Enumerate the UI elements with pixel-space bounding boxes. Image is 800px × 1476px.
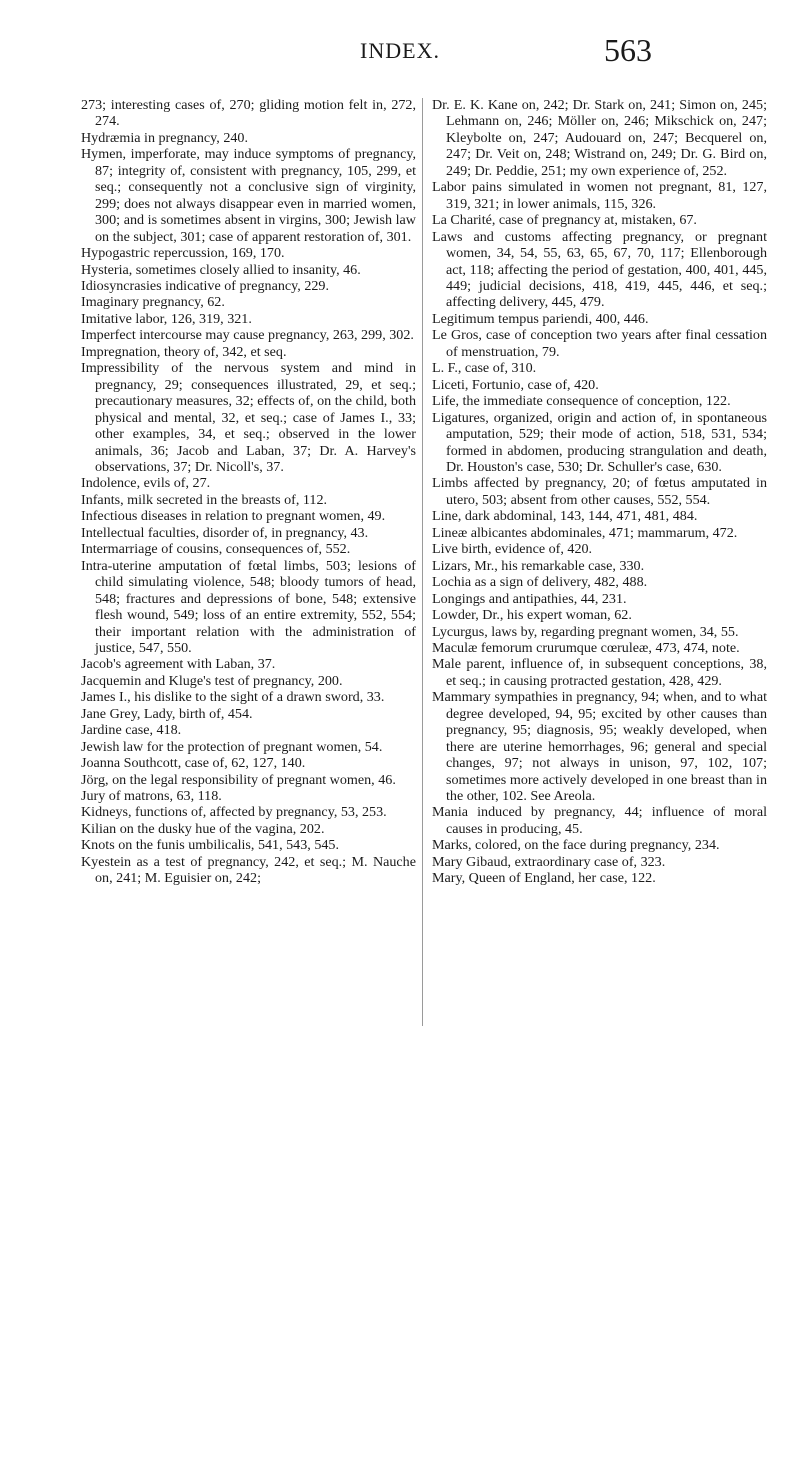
index-entry: Dr. E. K. Kane on, 242; Dr. Stark on, 241; Simon on, 245; Lehmann on, 246; Möller on, 246; Mikschick on, 247; Kleybolte on, 247; Audouard on, 247; Becquerel on, 247; Dr. Veit on, 248; Wistrand on, 249; Dr. G. Bird on, 249; Dr. Peddie, 251; my own experience of, 252. bbox=[432, 97, 767, 179]
index-entry: Lochia as a sign of delivery, 482, 488. bbox=[432, 574, 648, 591]
column-divider bbox=[422, 98, 423, 1026]
index-entry: Male parent, influence of, in subsequent conceptions, 38, et seq.; in causing protracted gestation, 428, 429. bbox=[432, 656, 767, 689]
index-entry: Hymen, imperforate, may induce symptoms of pregnancy, 87; integrity of, consistent with pregnancy, 105, 299, et seq.; consequently not a conclusive sign of virginity, 299; does not always disappear even in married women, 300; and is sometimes absent in virgins, 300; Jewish law on the subject, 301; case of apparent restoration of, 301. bbox=[81, 146, 416, 245]
index-column-left bbox=[81, 97, 416, 887]
index-entry: Maculæ femorum crurumque cœruleæ, 473, 474, note. bbox=[432, 639, 740, 656]
index-entry: L. F., case of, 310. bbox=[432, 360, 537, 377]
page-header bbox=[0, 32, 800, 74]
running-title: INDEX. bbox=[360, 38, 440, 63]
index-entry: Lycurgus, laws by, regarding pregnant women, 34, 55. bbox=[432, 623, 739, 640]
index-entry: Lineæ albicantes abdominales, 471; mammarum, 472. bbox=[432, 524, 738, 541]
index-entry: Impressibility of the nervous system and mind in pregnancy, 29; consequences illustrated, 29, et seq.; precautionary measures, 32; effects of, on the child, both physical and mental, 32, et seq.; case of James I., 33; other examples, 34, et seq.; observed in the lower animals, 36; Jacob and Laban, 37; Dr. A. Harvey's observations, 37; Dr. Nicoll's, 37. bbox=[81, 360, 416, 475]
index-entry: Mary Gibaud, extraordinary case of, 323. bbox=[432, 853, 666, 870]
index-entry: Ligatures, organized, origin and action of, in spontaneous amputation, 529; their mode of action, 518, 531, 534; formed in abdomen, producing strangulation and death, Dr. Houston's case, 530; Dr. Schuller's case, 630. bbox=[432, 409, 767, 475]
index-entry: Jewish law for the protection of pregnant women, 54. bbox=[81, 738, 383, 755]
index-entry: Idiosyncrasies indicative of pregnancy, 229. bbox=[81, 277, 329, 294]
index-entry: Life, the immediate consequence of conception, 122. bbox=[432, 393, 731, 410]
index-entry: Jörg, on the legal responsibility of pregnant women, 46. bbox=[81, 771, 396, 788]
index-entry: Limbs affected by pregnancy, 20; of fœtus amputated in utero, 503; absent from other causes, 552, 554. bbox=[432, 475, 767, 508]
index-entry: Jacquemin and Kluge's test of pregnancy, 200. bbox=[81, 672, 343, 689]
index-entry: Joanna Southcott, case of, 62, 127, 140. bbox=[81, 755, 306, 772]
index-entry: Lowder, Dr., his expert woman, 62. bbox=[432, 607, 632, 624]
index-entry: Impregnation, theory of, 342, et seq. bbox=[81, 343, 287, 360]
index-entry: Mania induced by pregnancy, 44; influence of moral causes in producing, 45. bbox=[432, 804, 767, 837]
index-entry: Knots on the funis umbilicalis, 541, 543, 545. bbox=[81, 837, 339, 854]
index-entry: Infants, milk secreted in the breasts of, 112. bbox=[81, 491, 328, 508]
index-entry: Live birth, evidence of, 420. bbox=[432, 541, 593, 558]
index-entry: Kilian on the dusky hue of the vagina, 202. bbox=[81, 820, 325, 837]
index-entry: Le Gros, case of conception two years after final cessation of menstruation, 79. bbox=[432, 327, 767, 360]
index-entry: Labor pains simulated in women not pregnant, 81, 127, 319, 321; in lower animals, 115, 326. bbox=[432, 179, 767, 212]
index-entry: Jury of matrons, 63, 118. bbox=[81, 788, 222, 805]
index-entry: Hypogastric repercussion, 169, 170. bbox=[81, 245, 285, 262]
index-entry: Indolence, evils of, 27. bbox=[81, 475, 211, 492]
index-entry: Jane Grey, Lady, birth of, 454. bbox=[81, 705, 253, 722]
index-entry: 273; interesting cases of, 270; gliding motion felt in, 272, 274. bbox=[81, 97, 416, 130]
index-entry: Imperfect intercourse may cause pregnancy, 263, 299, 302. bbox=[81, 327, 414, 344]
index-column-right bbox=[432, 97, 767, 887]
index-entry: Mary, Queen of England, her case, 122. bbox=[432, 870, 656, 887]
index-entry: Intra-uterine amputation of fœtal limbs, 503; lesions of child simulating violence, 548; bloody tumors of head, 548; fractures and depressions of bone, 548; extensive flesh wound, 549; loss of an entire extremity, 552, 554; their important relation with the administration of justice, 547, 550. bbox=[81, 557, 416, 656]
index-entry: Kyestein as a test of pregnancy, 242, et seq.; M. Nauche on, 241; M. Eguisier on, 242; bbox=[81, 853, 416, 887]
index-entry: Imitative labor, 126, 319, 321. bbox=[81, 310, 252, 327]
index-entry: Marks, colored, on the face during pregnancy, 234. bbox=[432, 837, 720, 854]
index-entry: Intellectual faculties, disorder of, in pregnancy, 43. bbox=[81, 524, 369, 541]
index-entry: Longings and antipathies, 44, 231. bbox=[432, 590, 627, 607]
index-entry: Intermarriage of cousins, consequences of, 552. bbox=[81, 541, 351, 558]
index-entry: Jardine case, 418. bbox=[81, 722, 182, 739]
index-entry: Hydræmia in pregnancy, 240. bbox=[81, 129, 248, 146]
index-entry: Imaginary pregnancy, 62. bbox=[81, 294, 225, 311]
index-entry: Jacob's agreement with Laban, 37. bbox=[81, 656, 276, 673]
index-entry: Mammary sympathies in pregnancy, 94; when, and to what degree developed, 94, 95; excited by other causes than pregnancy, 95; diagnosis, 95; weakly developed, when there are uterine hemorrhages, 96; general and special changes, 97; not always in unison, 97, 102, 107; sometimes more actively developed in one breast than in the other, 102. See Areola. bbox=[432, 689, 767, 805]
index-entry: La Charité, case of pregnancy at, mistaken, 67. bbox=[432, 212, 697, 229]
index-entry: Kidneys, functions of, affected by pregnancy, 53, 253. bbox=[81, 804, 387, 821]
index-entry: Laws and customs affecting pregnancy, or pregnant women, 34, 54, 55, 63, 65, 67, 70, 117; Ellenborough act, 118; affecting the period of gestation, 400, 401, 445, 449; judicial decisions, 418, 419, 445, 446, et seq.; affecting delivery, 445, 479. bbox=[432, 228, 767, 311]
index-entry: James I., his dislike to the sight of a drawn sword, 33. bbox=[81, 689, 385, 706]
index-entry: Lizars, Mr., his remarkable case, 330. bbox=[432, 557, 645, 574]
page-number: 563 bbox=[604, 32, 652, 68]
index-entry: Infectious diseases in relation to pregnant women, 49. bbox=[81, 508, 386, 525]
index-entry: Liceti, Fortunio, case of, 420. bbox=[432, 376, 599, 393]
index-entry: Legitimum tempus pariendi, 400, 446. bbox=[432, 310, 649, 327]
index-entry: Hysteria, sometimes closely allied to insanity, 46. bbox=[81, 261, 361, 278]
index-entry: Line, dark abdominal, 143, 144, 471, 481, 484. bbox=[432, 508, 698, 525]
